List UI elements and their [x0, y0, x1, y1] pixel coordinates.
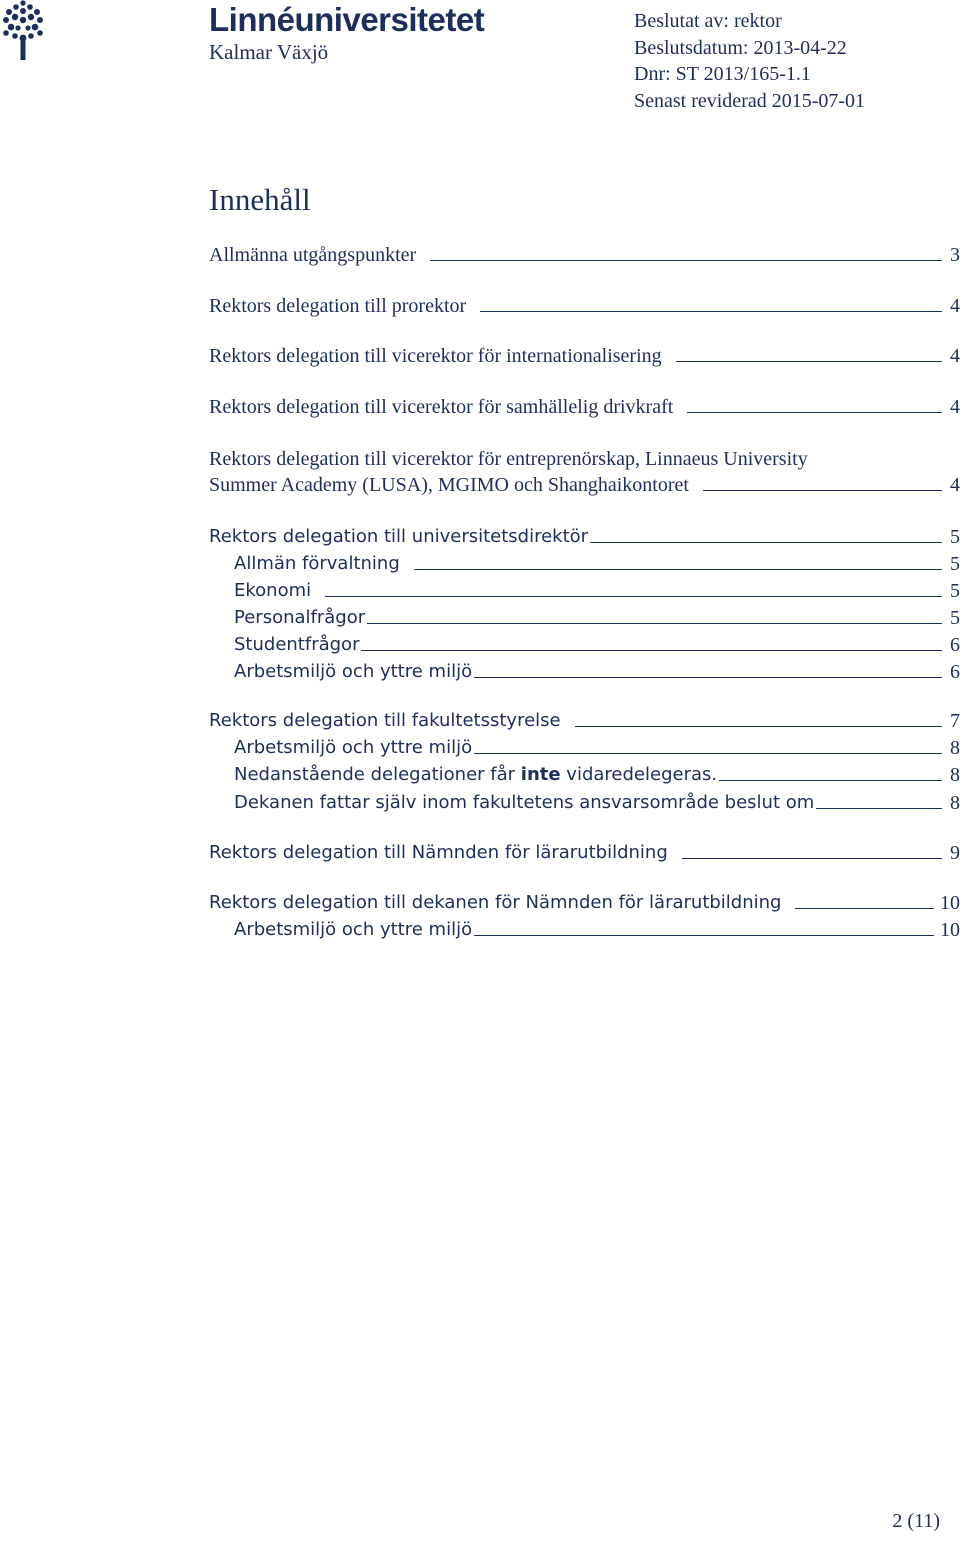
- document-metadata: [634, 8, 865, 114]
- toc-entry[interactable]: [209, 837, 960, 865]
- toc-entry-page: 10: [940, 919, 960, 941]
- toc-entry-title: Allmänna utgångspunkter: [209, 244, 417, 266]
- toc-entry-title-line1[interactable]: Rektors delegation till vicerektor för entreprenörskap, Linnaeus University: [209, 448, 808, 470]
- toc-leader: [474, 935, 934, 936]
- toc-entry[interactable]: [209, 290, 960, 318]
- toc-leader: [719, 780, 942, 781]
- emphasis-word: inte: [520, 764, 561, 785]
- toc-leader: [703, 490, 942, 491]
- logo-title: Linnéuniversitetet: [209, 1, 485, 38]
- toc-leader: [575, 726, 942, 727]
- toc-leader: [325, 596, 942, 597]
- toc-subentry[interactable]: [234, 732, 960, 760]
- toc-entry-page: 8: [950, 792, 960, 814]
- toc-entry[interactable]: [209, 887, 960, 915]
- toc-entry-page: 8: [950, 764, 960, 786]
- toc-entry-title: Arbetsmiljö och yttre miljö: [234, 737, 473, 758]
- toc-subentry[interactable]: [234, 602, 960, 630]
- toc-entry-page: 8: [950, 737, 960, 759]
- toc-entry-page: 4: [950, 396, 960, 418]
- toc-entry-page: 9: [950, 842, 960, 864]
- university-logo: [209, 2, 484, 64]
- toc-subentry[interactable]: [234, 914, 960, 942]
- page-number: 2 (11): [892, 1510, 940, 1532]
- toc-leader: [676, 361, 942, 362]
- toc-entry[interactable]: [209, 391, 960, 419]
- toc-leader: [816, 808, 942, 809]
- toc-leader: [474, 677, 942, 678]
- toc-entry[interactable]: [209, 340, 960, 368]
- toc-leader: [474, 753, 942, 754]
- toc-entry-page: 3: [950, 244, 960, 266]
- toc-entry-page: 5: [950, 526, 960, 548]
- logo-subtitle: Kalmar Växjö: [209, 40, 329, 64]
- toc-leader: [480, 311, 942, 312]
- toc-entry-page: 5: [950, 553, 960, 575]
- toc-leader: [430, 260, 942, 261]
- toc-entry-page: 4: [950, 295, 960, 317]
- decided-by: Beslutat av: rektor: [634, 10, 782, 32]
- toc-subentry[interactable]: [234, 656, 960, 684]
- toc-entry-title: Studentfrågor: [234, 634, 360, 655]
- toc-leader: [687, 412, 942, 413]
- toc-heading: Innehåll: [209, 182, 311, 217]
- toc-entry-title: Arbetsmiljö och yttre miljö: [234, 919, 473, 940]
- toc-leader: [367, 623, 942, 624]
- toc-subentry[interactable]: [234, 575, 960, 603]
- toc-entry-title: Rektors delegation till dekanen för Nämnden för lärarutbildning: [209, 892, 782, 913]
- toc-entry-title: Rektors delegation till Nämnden för lärarutbildning: [209, 842, 668, 863]
- toc-entry-title: Rektors delegation till vicerektor för internationalisering: [209, 345, 662, 367]
- last-revised: Senast reviderad 2015-07-01: [634, 89, 866, 112]
- toc-entry-title: Rektors delegation till vicerektor för samhällelig drivkraft: [209, 396, 674, 418]
- toc-entry-page: 6: [950, 661, 960, 683]
- toc-leader: [795, 908, 934, 909]
- toc-entry-title: Rektors delegation till universitetsdirektör: [209, 526, 589, 547]
- toc-entry-page: 4: [950, 474, 960, 496]
- toc-entry-title: Nedanstående delegationer får inte vidaredelegeras.: [234, 764, 718, 785]
- toc-entry-page: 6: [950, 634, 960, 656]
- toc-entry-title: Rektors delegation till fakultetsstyrelse: [209, 710, 561, 731]
- toc-entry-page: 7: [950, 710, 960, 732]
- toc-subentry[interactable]: [234, 759, 960, 787]
- toc-entry[interactable]: [209, 239, 960, 267]
- toc-leader: [414, 569, 942, 570]
- toc-subentry[interactable]: [234, 629, 960, 657]
- toc-entry[interactable]: [209, 705, 960, 733]
- toc-leader: [590, 542, 942, 543]
- toc-subentry[interactable]: [234, 787, 960, 815]
- toc-entry-title: Allmän förvaltning: [234, 553, 400, 574]
- toc-entry-page: 10: [940, 892, 960, 914]
- toc-entry-title: Personalfrågor: [234, 607, 366, 628]
- toc-entry-title: Arbetsmiljö och yttre miljö: [234, 661, 473, 682]
- university-tree-logo-icon: [2, 0, 44, 60]
- toc-entry[interactable]: [209, 521, 960, 549]
- toc-entry[interactable]: [209, 469, 960, 497]
- toc-subentry[interactable]: [234, 548, 960, 576]
- toc-leader: [682, 858, 942, 859]
- toc-entry-page: 4: [950, 345, 960, 367]
- toc-entry-page: 5: [950, 607, 960, 629]
- toc-leader: [361, 650, 942, 651]
- toc-entry-title: Dekanen fattar själv inom fakultetens ansvarsområde beslut om: [234, 792, 815, 813]
- toc-entry-title: Rektors delegation till prorektor: [209, 295, 467, 317]
- decision-date: Beslutsdatum: 2013-04-22: [634, 36, 847, 59]
- toc-entry-title: Summer Academy (LUSA), MGIMO och Shanghaikontoret: [209, 474, 689, 496]
- toc-entry-page: 5: [950, 580, 960, 602]
- toc-entry-title: Ekonomi: [234, 580, 312, 601]
- registration-number: Dnr: ST 2013/165-1.1: [634, 63, 811, 85]
